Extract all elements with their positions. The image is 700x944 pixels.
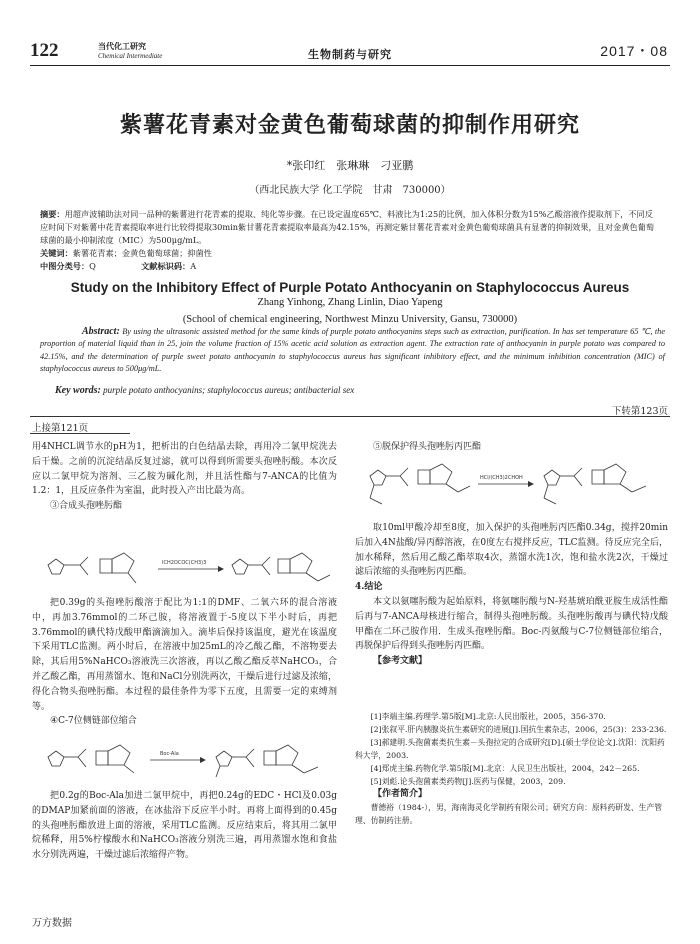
affiliation-cn: （西北民族大学 化工学院 甘肃 730000） (249, 185, 451, 196)
reactant-structure-5 (370, 464, 470, 504)
reference-list (355, 710, 668, 827)
reaction-arrowhead-4 (200, 757, 206, 763)
keywords-cn-text: 紫薯花青素；金黄色葡萄球菌；抑菌性 (72, 248, 212, 258)
reagent-5: HCl/(CH3)2CHOH (480, 475, 523, 481)
left-paragraph-2: 把0.39g的头孢唑肟酸溶于配比为1:1的DMF、二氧六环的混合溶液中，再加3.76mmol的二环己胺，将溶液置于-5度以下半小时后，再把3.76mmol的碘代特戊酸甲酯滴滴加入。滴毕后保持该温度，避光在该温度下采用TLC监测。两小时后，在溶液中加25mL的冷乙酸乙酯，不溶物要去除，其后用5%NaHCO₃溶液洗三次溶液，再以乙酸乙酯反萃NaHCO₃，合并乙酸乙酯，再用蒸馏水、饱和NaCl分别洗两次，干燥后进行过滤及浓缩，得化合物头孢唑肟酯。本过程的最佳条件为零下五度，且需要一定的束缚剂等。 (32, 598, 337, 712)
page-title-en: Study on the Inhibitory Effect of Purple Potato Anthocyanin on Staphylococcus Aureus (70, 280, 630, 295)
abstract-en: Abstract: By using the ultrasonic assisted method for the same kinds of purple potato anthocyanins steps such as extraction, purification. In has set temperature 65 ℃, the proportion of material liquid than in 25, join the volume fraction of 15% acetic acid solution as extraction agent. The extraction rate of anthocyanin in purple potato was compared to 42.15%, and the determination of purple sweet potato anthocyanin to staphylococcus aureus has significant inhibitory effect, and the minimum inhibition concentration (MIC) of staphylococcus aureus to 500μg/mL. (40, 326, 666, 374)
reagent-4: Boc-Ala (160, 751, 179, 757)
conclusion-heading: 4.结论 (355, 582, 383, 593)
section-rule (30, 416, 670, 417)
reaction-scheme-3 (40, 545, 335, 593)
left-column (32, 440, 337, 514)
left-column-bottom (32, 789, 337, 863)
right-column (355, 440, 668, 455)
journal-name-en: Chemical Intermediate (98, 52, 163, 60)
abstract-cn (40, 208, 660, 247)
journal-name-cn: 当代化工研究 (98, 41, 146, 51)
clc-value: Q (89, 261, 96, 271)
authors-cn: *张印红 张琳琳 刁亚鹏 (286, 159, 414, 172)
reference-item: [5]刘彪.论头孢菌素类药物[J].医药与保健，2003，209. (370, 777, 566, 786)
issue-label: 2017・08 (600, 43, 668, 59)
keywords-en: Key words: purple potato anthocyanins; staphylococcus aureus; antibacterial sex (55, 385, 355, 396)
reaction-arrowhead-5 (528, 481, 534, 487)
product-structure-5 (544, 464, 646, 504)
reagent-3: ICH2OCOC(CH3)3 (162, 560, 207, 566)
left-column-lower (32, 596, 337, 729)
reactant-structure-4 (48, 745, 134, 773)
classification (40, 260, 660, 273)
reference-item: [2]张叙平.肝内胰腺炎抗生素研究的进展[J].国抗生素杂志，2006，25(3)：233-236. (370, 725, 667, 734)
keywords-cn (40, 247, 660, 260)
continued-from-label: 上接第121页 (32, 423, 89, 434)
reaction-arrowhead-3 (218, 566, 224, 572)
product-structure-4 (216, 745, 318, 777)
step5-heading: ⑤脱保护得头孢唑肟丙匹酯 (373, 442, 482, 452)
keywords-en-text: purple potato anthocyanins; staphylococcus aureus; antibacterial sex (103, 385, 355, 395)
reaction-scheme-4 (40, 735, 335, 785)
section-name: 生物制药与研究 (308, 48, 392, 61)
reference-item: [4]郑虎主编.药物化学.第5版[M].北京：人民卫生出版社，2004，242－265. (370, 764, 640, 773)
right-paragraph-2: 本文以氨噻肟酸为起始原料，将氨噻肟酸与N-羟基琥珀酰亚胺生成活性酯后再与7-ANCA母核进行缩合，制得头孢唑肟酸。头孢唑肟酸再与碘代特戊酸甲酯在二环己胺作用．生成头孢唑肟酯。Boc-丙氨酸与C-7位侧链部位缩合，再脱保护后得到头孢唑肟丙匹酯。 (355, 596, 668, 652)
keywords-cn-label: 关键词： (40, 248, 73, 258)
author-bio-heading: 【作者简介】 (373, 789, 428, 799)
header-rule (30, 65, 670, 66)
references-heading: 【参考文献】 (373, 656, 428, 667)
right-paragraph-1: 取10ml甲酸冷却至8度，加入保护的头孢唑肟丙匹酯0.34g，搅拌20min后加入4N盐酸/异丙醇溶液，在0度左右搅拌反应，TLC监测。待反应完全后，加水稀释，然后用乙酸乙酯萃取4次，蒸馏水洗1次，饱和盐水洗2次，干燥过滤后浓缩的头孢唑肟丙匹酯。 (355, 523, 668, 578)
reactant-structure-3 (48, 553, 136, 583)
doc-code-label: 文献标识码： (141, 261, 191, 271)
reference-item: [3]郝建明.头孢菌素类抗生素－头孢拉定的合成研究[D].[硕士学位论文].沈阳：沈阳药科大学，2003. (355, 738, 665, 760)
footer-watermark: 万方数据 (32, 918, 72, 929)
author-bio: 曹德裕（1984-），男，海南海灵化学制药有限公司；研究方向：原料药研发、生产管理、仿制药注册。 (355, 803, 663, 825)
clc-label: 中图分类号： (40, 261, 90, 271)
continued-rule (30, 433, 130, 434)
abstract-cn-text: 用超声波辅助法对同一品种的紫薯进行花青素的提取、纯化等步骤。在已设定温度65℃、料液比为1:25的比例，加入体积分数为15%乙酸溶液作提取剂下，不同反应时间下对紫薯中花青素提取率进行比较得提取30min紫甘薯花青素提取率最高为42.15%，再测定紫甘薯花青素对金黄色葡萄球菌具有显著的抑制效果，且对金黄色葡萄球菌的最小抑制浓度（MIC）为500μg/mL。 (40, 209, 655, 245)
reaction-scheme-5 (360, 458, 665, 518)
abstract-en-label: Abstract (82, 326, 117, 337)
continued-on-label: 下转第123页 (611, 406, 668, 417)
page-title-cn: 紫薯花青素对金黄色葡萄球菌的抑制作用研究 (119, 112, 580, 138)
step3-heading: ③合成头孢唑肟酯 (50, 501, 123, 512)
step4-heading: ④C-7位侧链部位缩合 (50, 716, 137, 727)
keywords-en-label: Key words (55, 385, 98, 396)
affiliation-en: (School of chemical engineering, Northwest Minzu University, Gansu, 730000) (182, 314, 518, 325)
reference-item: [1]李端主编.药理学.第5版[M].北京:人民出版社，2005，356-370. (370, 712, 606, 721)
right-column-lower (355, 521, 668, 669)
left-paragraph-1: 用4NHCL调节水的pH为1，把析出的白色结晶去除，再用冷二氯甲烷洗去后干燥。之前的沉淀结晶反复过滤，就可以得到所需要头孢唑肟酸。本次反应以二氯甲烷为溶剂、三乙胺为碱化剂，并且活性酯与7-ANCA的比值为1.2：1，且反应条件为室温，此时投入产出比最为高。 (32, 442, 337, 497)
left-paragraph-3: 把0.2g的Boc-Ala加进二氯甲烷中，再把0.24g的EDC・HCl及0.03g的DMAP加紧前面的溶液，在冰盐浴下反应半小时。再将上面得到的0.45g的头孢唑肟酯放进上面的溶液，采用TLC监测。反应结束后，将其用二氯甲烷稀释，用5%柠檬酸水和NaHCO₃溶液分别洗三遍，再用蒸馏水饱和食盐水分别洗两遍，干燥过滤后浓缩得产物。 (32, 791, 337, 861)
abstract-cn-label: 摘要： (40, 209, 65, 219)
authors-en: Zhang Yinhong, Zhang Linlin, Diao Yapeng (257, 297, 443, 308)
abstract-en-text: By using the ultrasonic assisted method for the same kinds of purple potato anthocyanins steps such as extraction, purification. In has set temperature 65 ℃, the proportion of material liquid than in 25, join the volume fraction of 15% acetic acid solution as extraction agent. The extraction rate of anthocyanin in purple potato was compared to 42.15%, and the determination of purple sweet potato anthocyanin to staphylococcus aureus has significant inhibitory effect, and the minimum inhibition concentration (MIC) of staphylococcus aureus to 500μg/mL. (40, 327, 666, 374)
doc-code-value: A (190, 261, 197, 271)
page-number: 122 (30, 40, 59, 61)
product-structure-3 (232, 553, 330, 581)
